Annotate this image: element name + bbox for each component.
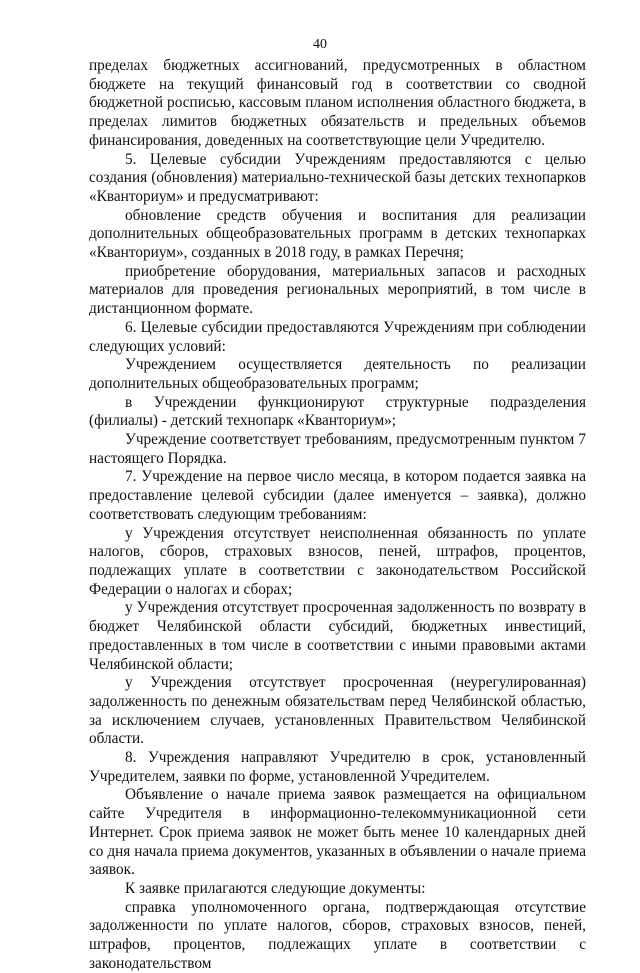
paragraph: Учреждением осуществляется деятельность по реализации дополнительных общеобразовательных программ; [89,356,586,392]
paragraph: справка уполномоченного органа, подтверждающая отсутствие задолженности по уплате налогов, сборов, страховых взносов, пеней, штрафов, процентов, подлежащих уплате в соответствии с законодательством [89,898,586,972]
paragraph: 6. Целевые субсидии предоставляются Учреждениям при соблюдении следующих условий: [89,318,586,355]
paragraph: К заявке прилагаются следующие документы: [125,879,426,897]
page-number: 40 [313,37,327,52]
paragraph: Объявление о начале приема заявок размещается на официальном сайте Учредителя в информационно-телекоммуникационной сети Интернет. Срок приема заявок не может быть менее 10 календарных дней со дня начала приема документов, указанных в объявлении о начале приема заявок. [89,786,586,879]
paragraph: приобретение оборудования, материальных запасов и расходных материалов для проведения региональных мероприятий, в том числе в дистанционном формате. [89,262,586,318]
paragraph: пределах бюджетных ассигнований, предусмотренных в областном бюджете на текущий финансовый год в соответствии со сводной бюджетной росписью, кассовым планом исполнения областного бюджета, в пределах лимитов бюджетных обязательств и предельных объемов финансирования, доведенных на соответствующие цели Учредителю. [89,57,586,149]
paragraph: у Учреждения отсутствует просроченная (неурегулированная) задолженность по денежным обязательствам перед Челябинской областью, за исключением случаев, установленных Правительством Челябинской области. [89,674,586,748]
paragraph: 5. Целевые субсидии Учреждениям предоставляются с целью создания (обновления) материально-технической базы детских технопарков «Кванториум» и предусматривают: [89,150,586,205]
document-body [89,57,586,973]
paragraph: 7. Учреждение на первое число месяца, в котором подается заявка на предоставление целевой субсидии (далее именуется – заявка), должно соответствовать следующим требованиям: [89,468,586,523]
paragraph: обновление средств обучения и воспитания для реализации дополнительных общеобразовательных программ в детских технопарках «Кванториум», созданных в 2018 году, в рамках Перечня; [89,206,586,262]
paragraph: Учреждение соответствует требованиям, предусмотренным пунктом 7 настоящего Порядка. [89,431,586,467]
paragraph: 8. Учреждения направляют Учредителю в срок, установленный Учредителем, заявки по форме, установленной Учредителем. [89,749,586,785]
paragraph: в Учреждении функционируют структурные подразделения (филиалы) - детский технопарк «Кванториум»; [89,393,586,430]
paragraph: у Учреждения отсутствует неисполненная обязанность по уплате налогов, сборов, страховых взносов, пеней, штрафов, процентов, подлежащих уплате в соответствии с законодательством Российской Федерации о налогах и сборах; [89,524,586,598]
paragraph: у Учреждения отсутствует просроченная задолженность по возврату в бюджет Челябинской области субсидий, бюджетных инвестиций, предоставленных в том числе в соответствии с иными правовыми актами Челябинской области; [89,599,586,673]
